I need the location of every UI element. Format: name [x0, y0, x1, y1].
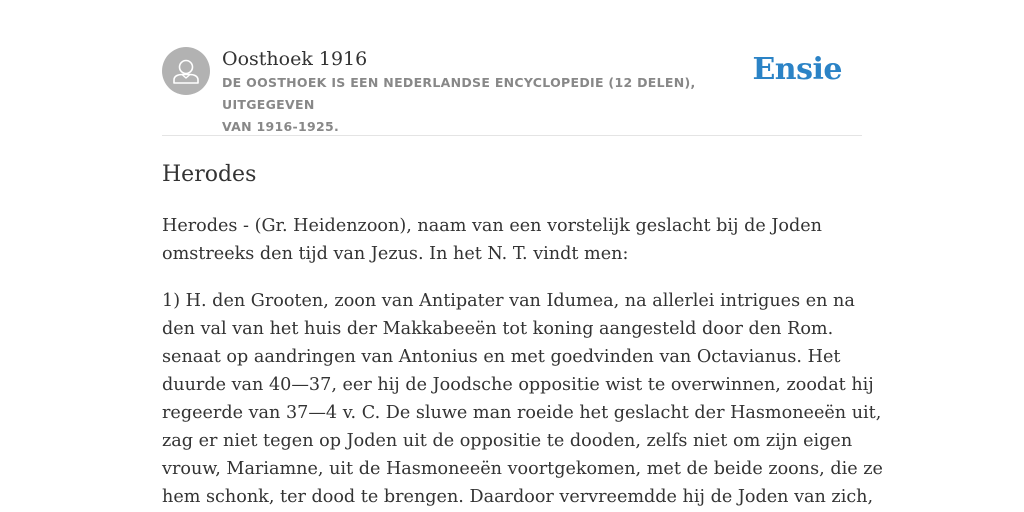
text-line: omstreeks den tijd van Jezus. In het N. T. vindt men:: [162, 244, 629, 264]
source-description-line: VAN 1916-1925.: [222, 119, 340, 134]
entry-body: [162, 212, 883, 512]
source-description-line: DE OOSTHOEK IS EEN NEDERLANDSE ENCYCLOPEDIE (12 DELEN), UITGEGEVEN: [222, 75, 696, 112]
text-line: regeerde van 37—4 v. C. De sluwe man roeide het geslacht der Hasmoneeën uit,: [162, 403, 882, 423]
text-line: vrouw, Mariamne, uit de Hasmoneeën voortgekomen, met de beide zoons, die ze: [162, 459, 883, 479]
entry-title: Herodes: [162, 162, 257, 187]
text-line: 1) H. den Grooten, zoon van Antipater van Idumea, na allerlei intrigues en na: [162, 291, 855, 311]
text-line: Herodes - (Gr. Heidenzoon), naam van een vorstelijk geslacht bij de Joden: [162, 216, 823, 236]
text-line: den val van het huis der Makkabeeën tot koning aangesteld door den Rom.: [162, 319, 834, 339]
ensie-logo-link[interactable]: Ensie: [752, 52, 842, 87]
avatar[interactable]: [162, 47, 210, 95]
text-line: zag er niet tegen op Joden uit de oppositie te dooden, zelfs niet om zijn eigen: [162, 431, 853, 451]
divider: [162, 135, 862, 136]
user-icon: [162, 47, 210, 95]
text-line: duurde van 40—37, eer hij de Joodsche oppositie wist te overwinnen, zoodat hij: [162, 375, 874, 395]
source-description: [222, 72, 762, 138]
paragraph: [162, 212, 862, 268]
source-header: [162, 47, 862, 134]
text-line: hem schonk, ter dood te brengen. Daardoor vervreemdde hij de Joden van zich,: [162, 487, 874, 507]
text-line: senaat op aandringen van Antonius en met goedvinden van Octavianus. Het: [162, 347, 841, 367]
paragraph: [162, 287, 883, 511]
source-title-link[interactable]: Oosthoek 1916: [222, 48, 368, 70]
